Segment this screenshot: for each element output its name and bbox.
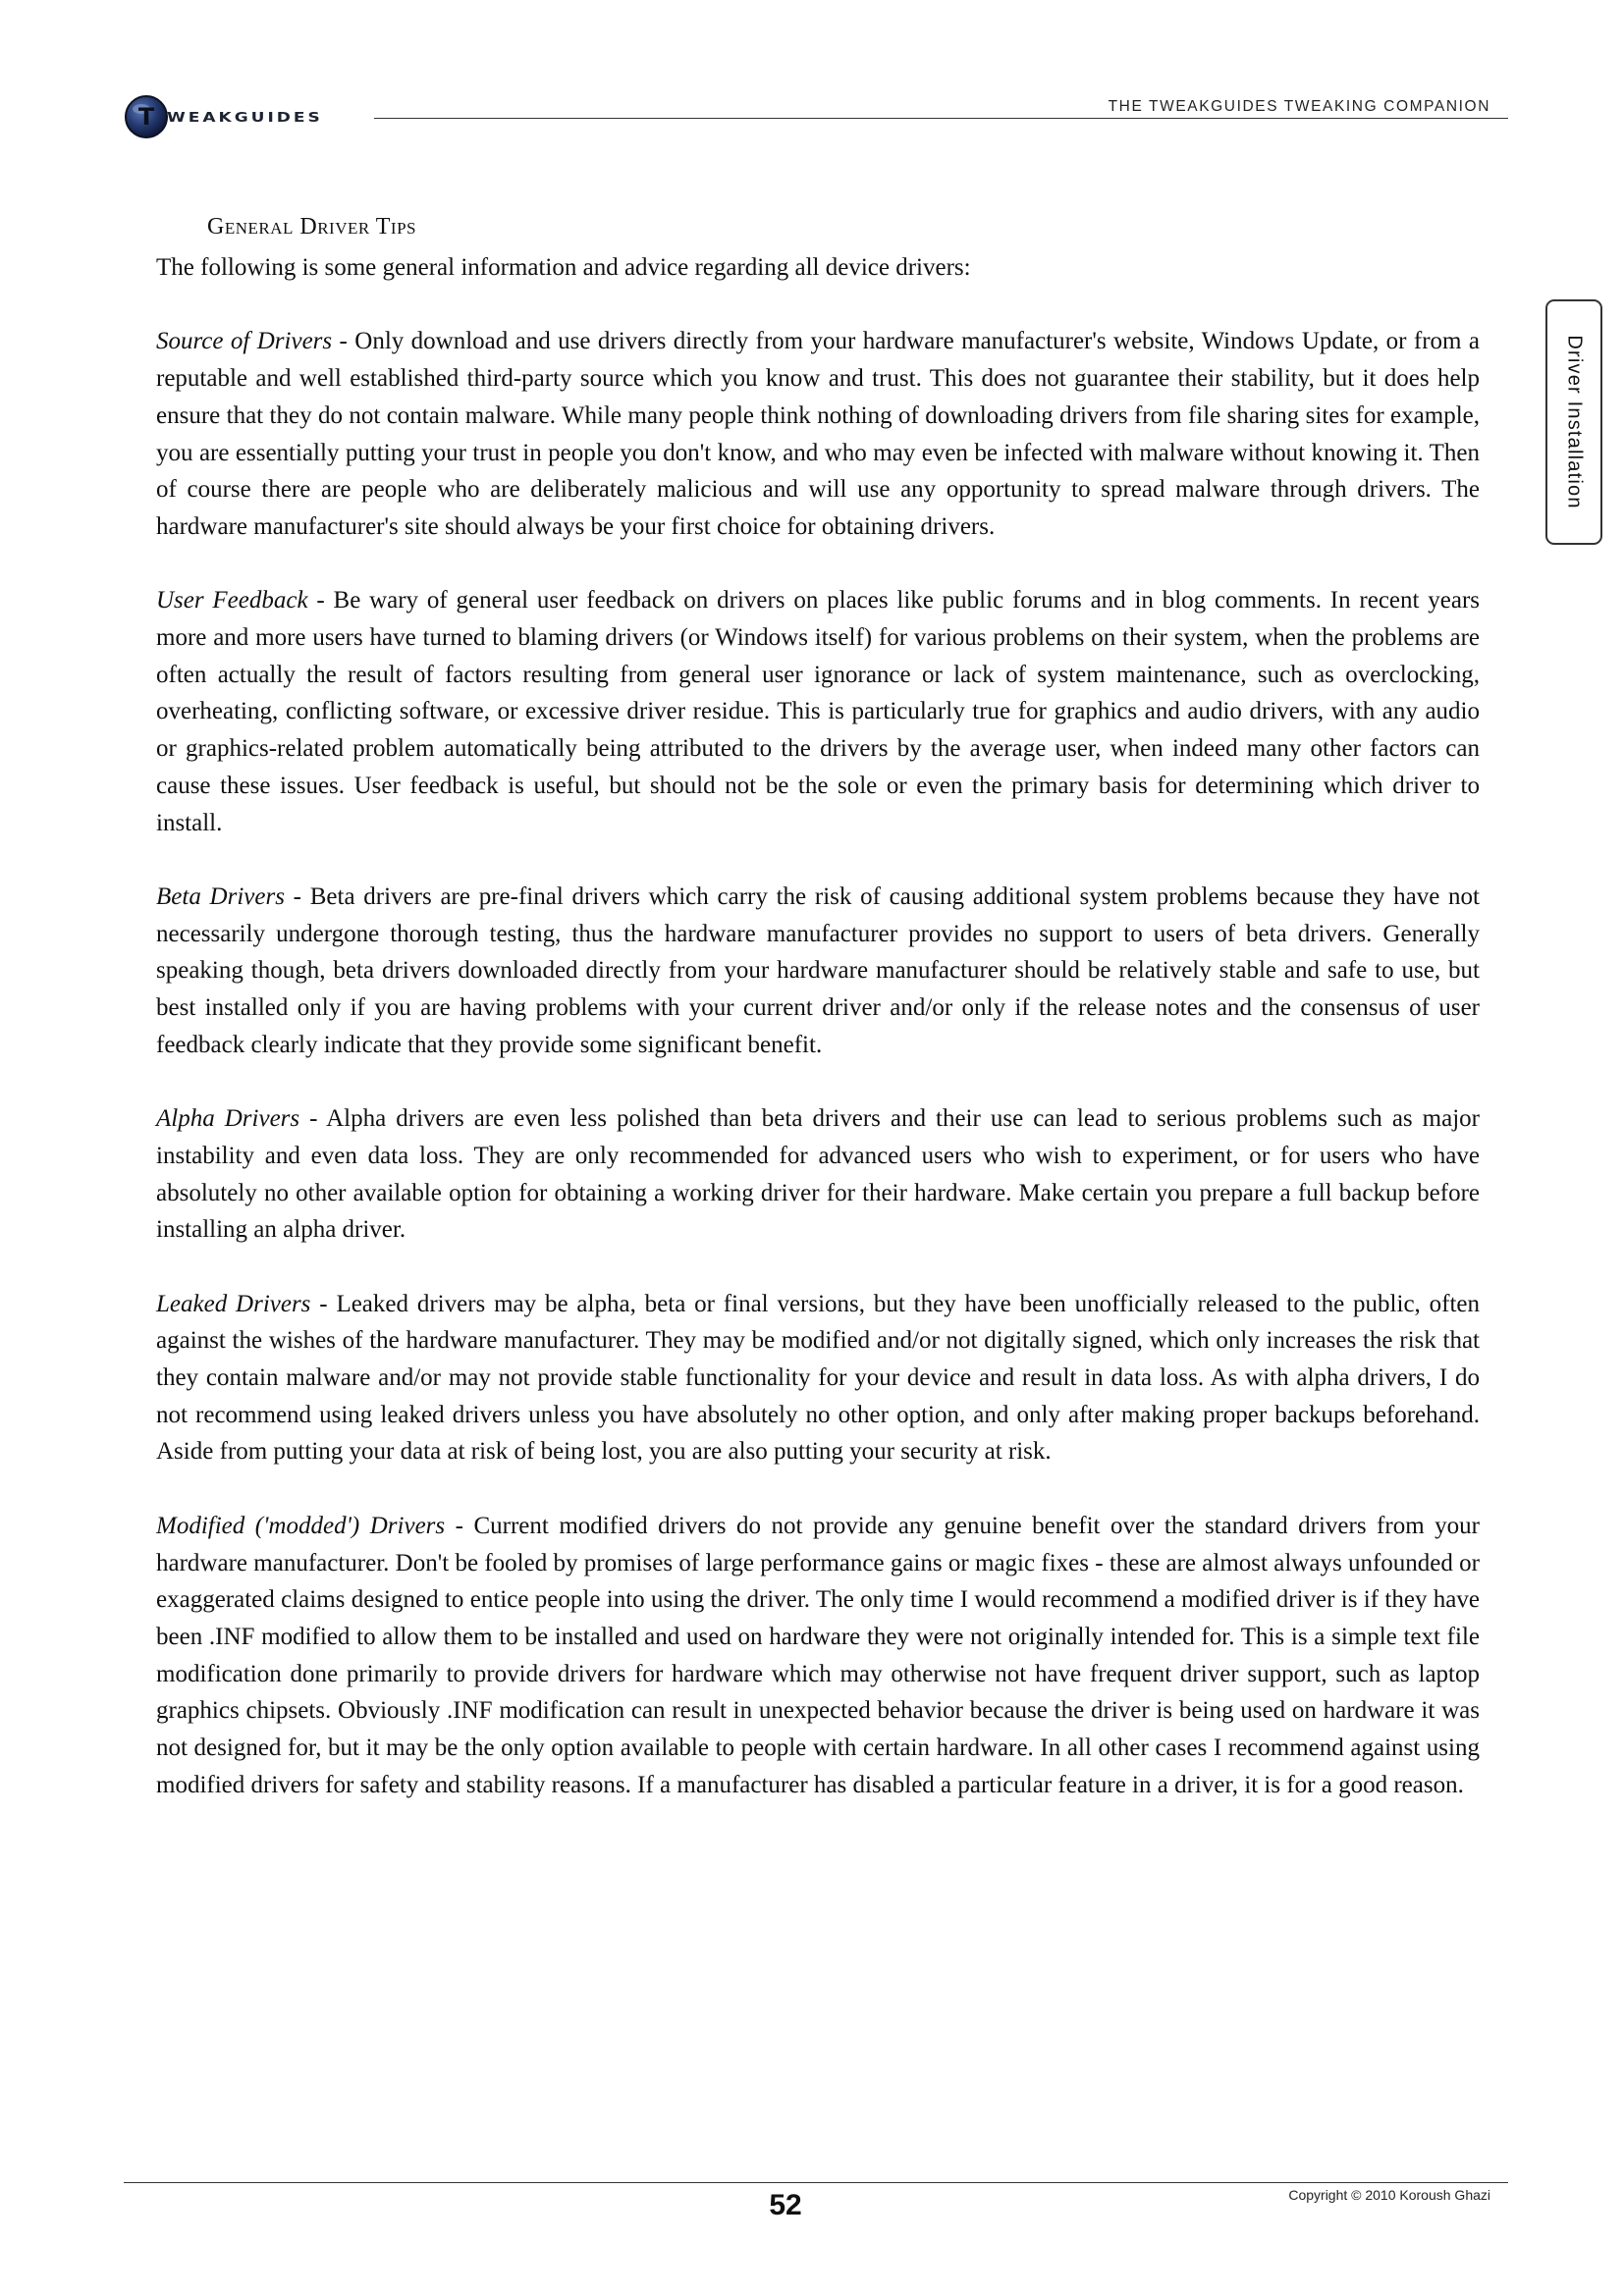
tip-separator: - [307,587,334,614]
tip-paragraph [156,323,1480,545]
logo-wordmark: WEAKGUIDES [167,110,323,126]
tip-text: Alpha drivers are even less polished than beta drivers and their use can lead to serious problems such as major instability and even data loss. They are only recommended for advanced users who wish to experiment, or for users who have absolutely no other available option for obtaining a working driver for their hardware. Make certain you prepare a full backup before installing an alpha driver. [156,1105,1480,1244]
tip-separator: - [310,1290,337,1317]
page-number: 52 [769,2189,802,2221]
globe-logo-icon [124,94,169,139]
tip-term: Beta Drivers [156,882,285,910]
running-header-title: THE TWEAKGUIDES TWEAKING COMPANION [1108,98,1490,115]
tip-separator: - [299,1105,327,1133]
chapter-side-tab [1545,299,1602,545]
tip-paragraph [156,1508,1480,1804]
tweakguides-logo [124,94,359,141]
copyright-notice: Copyright © 2010 Koroush Ghazi [1288,2187,1490,2203]
tip-text: Only download and use drivers directly from your hardware manufacturer's website, Windows Update, or from a reputable and well established third-party source which you know and trust. This does not guarantee their stability, but it does help ensure that they do not contain malware. While many people think nothing of downloading drivers from file sharing sites for example, you are essentially putting your trust in people you don't know, and who may even be infected with malware without knowing it. Then of course there are people who are deliberately malicious and will use any opportunity to spread malware through drivers. The hardware manufacturer's site should always be your first choice for obtaining drivers. [156,328,1480,540]
tip-term: Modified ('modded') Drivers [156,1512,446,1539]
page-header [124,94,1508,143]
tip-term: Leaked Drivers [156,1290,311,1317]
tip-term: Source of Drivers [156,328,333,355]
tip-separator: - [332,328,355,355]
tip-text: Be wary of general user feedback on drivers on places like public forums and in blog comments. In recent years more and more users have turned to blaming drivers (or Windows itself) for various problems on their system, when the problems are often actually the result of factors resulting from general user ignorance or lack of system maintenance, such as overclocking, overheating, conflicting software, or excessive driver residue. This is particularly true for graphics and audio drivers, with any audio or graphics-related problem automatically being attributed to the drivers by the average user, when indeed many other factors can cause these issues. User feedback is useful, but should not be the sole or even the primary basis for determining which driver to install. [156,587,1481,836]
tip-term: Alpha Drivers [156,1105,300,1133]
footer-divider [124,2182,1508,2183]
tip-term: User Feedback [156,587,308,614]
tip-paragraph [156,879,1480,1064]
header-divider [374,118,1508,119]
tip-paragraph [156,1286,1480,1471]
tip-paragraph [156,1100,1480,1249]
tip-text: Leaked drivers may be alpha, beta or final versions, but they have been unofficially released to the public, often against the wishes of the hardware manufacturer. They may be modified and/or not digitally signed, which only increases the risk that they contain malware and/or may not provide stable functionality for your device and result in data loss. As with alpha drivers, I do not recommend using leaked drivers unless you have absolutely no other option, and only after making proper backups beforehand. Aside from putting your data at risk of being lost, you are also putting your security at risk. [156,1290,1480,1466]
intro-paragraph: The following is some general information and advice regarding all device drivers: [156,254,971,281]
tip-paragraph [156,582,1480,841]
tip-text: Current modified drivers do not provide any genuine benefit over the standard drivers from your hardware manufacturer. Don't be fooled by promises of large performance gains or magic fixes - these are almost always unfounded or exaggerated claims designed to entice people into using the driver. The only time I would recommend a modified driver is if they have been .INF modified to allow them to be installed and used on hardware they were not originally intended for. This is a simple text file modification done primarily to provide drivers for hardware which may otherwise not have frequent driver support, such as laptop graphics chipsets. Obviously .INF modification can result in unexpected behavior because the driver is being used on hardware it was not designed for, but it may be the only option available to people with certain hardware. In all other cases I recommend against using modified drivers for safety and stability reasons. If a manufacturer has disabled a particular feature in a driver, it is for a good reason. [156,1512,1480,1798]
svg-text:T: T [137,103,155,131]
tip-text: Beta drivers are pre-final drivers which carry the risk of causing additional system problems because they have not necessarily undergone thorough testing, thus the hardware manufacturer provides no support to users of beta drivers. Generally speaking though, beta drivers downloaded directly from your hardware manufacturer should be relatively stable and safe to use, but best installed only if you are having problems with your current driver and/or only if the release notes and the consensus of user feedback clearly indicate that they provide some significant benefit. [156,882,1480,1058]
tip-separator: - [445,1512,474,1539]
section-heading: General Driver Tips [207,214,417,240]
chapter-side-tab-label: Driver Installation [1563,335,1586,509]
tip-separator: - [284,882,310,910]
page-body [156,204,1480,1803]
